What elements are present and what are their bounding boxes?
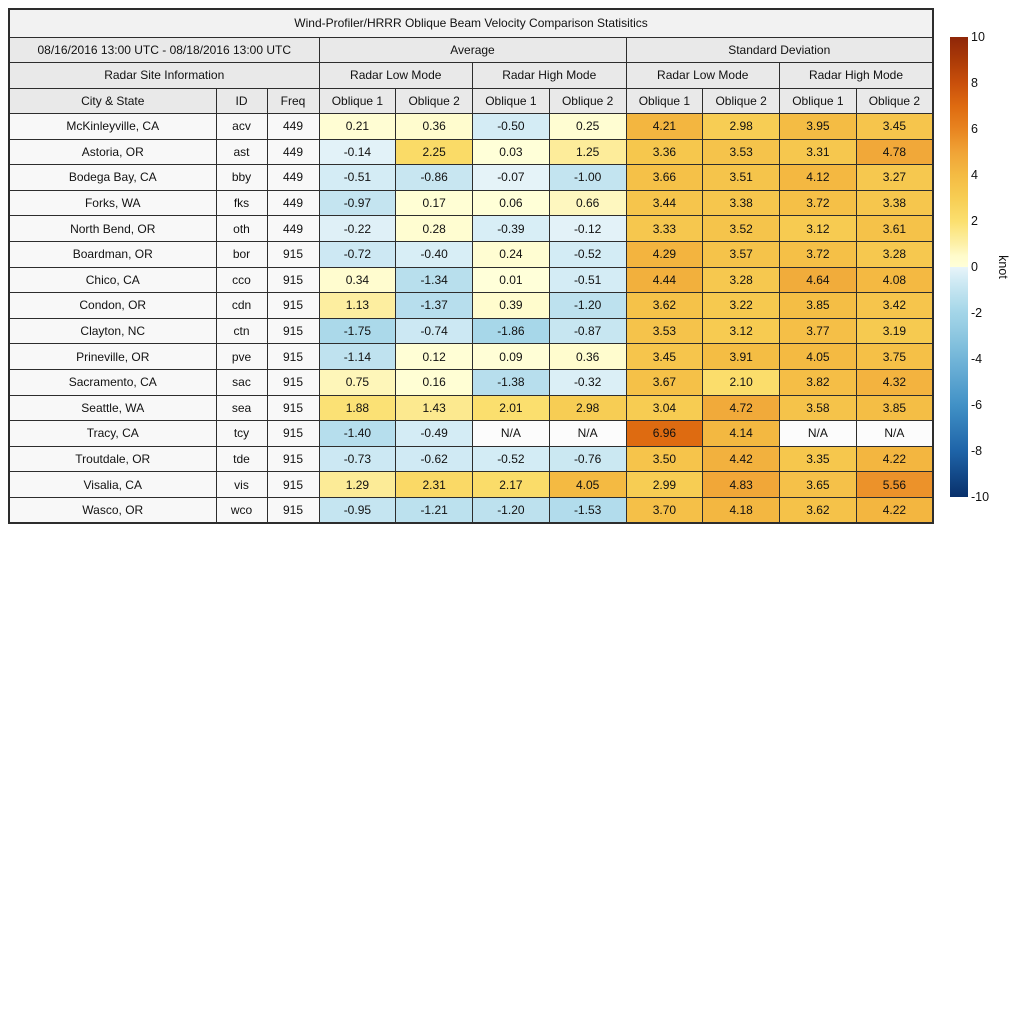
column-header-oblique: Oblique 1 (473, 88, 550, 114)
site-id-cell: sea (216, 395, 267, 421)
value-cell: 3.91 (703, 344, 780, 370)
site-id-cell: pve (216, 344, 267, 370)
value-cell: 3.95 (780, 114, 857, 140)
site-id-cell: cdn (216, 293, 267, 319)
freq-cell: 449 (267, 139, 319, 165)
site-id-cell: vis (216, 472, 267, 498)
value-cell: -0.51 (549, 267, 626, 293)
value-cell: 2.31 (396, 472, 473, 498)
value-cell: -0.14 (319, 139, 396, 165)
value-cell: 0.06 (473, 190, 550, 216)
value-cell: N/A (473, 421, 550, 447)
value-cell: 0.16 (396, 369, 473, 395)
column-header-id: ID (216, 88, 267, 114)
value-cell: 0.24 (473, 241, 550, 267)
value-cell: 3.45 (626, 344, 703, 370)
table-row (9, 267, 933, 293)
city-cell: Tracy, CA (9, 421, 216, 447)
value-cell: -1.00 (549, 165, 626, 191)
value-cell: 0.17 (396, 190, 473, 216)
value-cell: -0.62 (396, 446, 473, 472)
value-cell: -0.52 (549, 241, 626, 267)
value-cell: 3.36 (626, 139, 703, 165)
colorbar-tick-label: 0 (971, 260, 978, 274)
column-header-oblique: Oblique 2 (856, 88, 933, 114)
table-body (9, 114, 933, 524)
freq-cell: 915 (267, 241, 319, 267)
table-row (9, 216, 933, 242)
value-cell: -0.40 (396, 241, 473, 267)
site-id-cell: bby (216, 165, 267, 191)
value-cell: 3.38 (856, 190, 933, 216)
value-cell: -0.86 (396, 165, 473, 191)
value-cell: N/A (780, 421, 857, 447)
value-cell: -1.21 (396, 497, 473, 523)
site-id-cell: wco (216, 497, 267, 523)
value-cell: 6.96 (626, 421, 703, 447)
value-cell: 4.64 (780, 267, 857, 293)
value-cell: -0.07 (473, 165, 550, 191)
table-row (9, 395, 933, 421)
colorbar-tick-label: -10 (971, 490, 990, 504)
freq-cell: 915 (267, 344, 319, 370)
value-cell: 4.05 (549, 472, 626, 498)
city-cell: North Bend, OR (9, 216, 216, 242)
value-cell: 0.25 (549, 114, 626, 140)
column-header-freq: Freq (267, 88, 319, 114)
value-cell: 4.32 (856, 369, 933, 395)
value-cell: 3.62 (780, 497, 857, 523)
site-id-cell: tcy (216, 421, 267, 447)
table-row (9, 318, 933, 344)
city-cell: Boardman, OR (9, 241, 216, 267)
value-cell: 0.12 (396, 344, 473, 370)
column-header-oblique: Oblique 2 (703, 88, 780, 114)
value-cell: -0.50 (473, 114, 550, 140)
value-cell: -0.73 (319, 446, 396, 472)
value-cell: 5.56 (856, 472, 933, 498)
group-header-standard-deviation: Standard Deviation (626, 37, 933, 63)
value-cell: 1.13 (319, 293, 396, 319)
table-title: Wind-Profiler/HRRR Oblique Beam Velocity Comparison Statisitics (9, 9, 933, 37)
value-cell: 4.08 (856, 267, 933, 293)
table-row (9, 139, 933, 165)
colorbar-unit-label: knot (996, 255, 1010, 279)
value-cell: 3.77 (780, 318, 857, 344)
value-cell: -0.32 (549, 369, 626, 395)
value-cell: 0.01 (473, 267, 550, 293)
freq-cell: 449 (267, 216, 319, 242)
value-cell: 0.66 (549, 190, 626, 216)
value-cell: 1.25 (549, 139, 626, 165)
value-cell: 3.61 (856, 216, 933, 242)
date-range-cell: 08/16/2016 13:00 UTC - 08/18/2016 13:00 UTC (9, 37, 319, 63)
value-cell: 3.58 (780, 395, 857, 421)
column-header-oblique: Oblique 1 (626, 88, 703, 114)
colorbar-gradient (950, 37, 968, 497)
table-row (9, 165, 933, 191)
value-cell: -1.20 (473, 497, 550, 523)
column-header-oblique: Oblique 2 (549, 88, 626, 114)
colorbar-tick-label: -2 (971, 306, 983, 320)
value-cell: 1.29 (319, 472, 396, 498)
value-cell: 3.57 (703, 241, 780, 267)
site-id-cell: cco (216, 267, 267, 293)
site-id-cell: bor (216, 241, 267, 267)
value-cell: -0.49 (396, 421, 473, 447)
city-cell: Sacramento, CA (9, 369, 216, 395)
value-cell: -0.72 (319, 241, 396, 267)
statistics-table (8, 8, 934, 524)
table-row (9, 497, 933, 523)
mode-header-avg-low: Radar Low Mode (319, 63, 473, 89)
city-cell: Astoria, OR (9, 139, 216, 165)
value-cell: 3.31 (780, 139, 857, 165)
value-cell: 3.42 (856, 293, 933, 319)
value-cell: 2.99 (626, 472, 703, 498)
freq-cell: 915 (267, 421, 319, 447)
value-cell: 4.21 (626, 114, 703, 140)
value-cell: 3.67 (626, 369, 703, 395)
value-cell: 3.28 (856, 241, 933, 267)
value-cell: 4.12 (780, 165, 857, 191)
table-row (9, 114, 933, 140)
value-cell: -0.95 (319, 497, 396, 523)
value-cell: 3.44 (626, 190, 703, 216)
city-cell: Wasco, OR (9, 497, 216, 523)
value-cell: 0.09 (473, 344, 550, 370)
value-cell: 3.52 (703, 216, 780, 242)
mode-header-avg-high: Radar High Mode (473, 63, 627, 89)
value-cell: 3.85 (780, 293, 857, 319)
value-cell: -1.38 (473, 369, 550, 395)
value-cell: 2.10 (703, 369, 780, 395)
freq-cell: 915 (267, 497, 319, 523)
value-cell: 3.53 (626, 318, 703, 344)
freq-cell: 915 (267, 472, 319, 498)
colorbar-tick-label: 4 (971, 168, 978, 182)
value-cell: 3.38 (703, 190, 780, 216)
value-cell: 4.72 (703, 395, 780, 421)
column-header-oblique: Oblique 1 (780, 88, 857, 114)
value-cell: 3.19 (856, 318, 933, 344)
value-cell: -0.74 (396, 318, 473, 344)
mode-header-sd-low: Radar Low Mode (626, 63, 780, 89)
value-cell: 2.98 (703, 114, 780, 140)
site-id-cell: fks (216, 190, 267, 216)
value-cell: 0.39 (473, 293, 550, 319)
value-cell: 0.36 (549, 344, 626, 370)
value-cell: 3.35 (780, 446, 857, 472)
value-cell: 3.72 (780, 190, 857, 216)
value-cell: 2.25 (396, 139, 473, 165)
value-cell: 3.12 (703, 318, 780, 344)
site-id-cell: acv (216, 114, 267, 140)
table-row (9, 369, 933, 395)
freq-cell: 449 (267, 114, 319, 140)
freq-cell: 915 (267, 369, 319, 395)
value-cell: 4.83 (703, 472, 780, 498)
freq-cell: 449 (267, 190, 319, 216)
value-cell: -1.86 (473, 318, 550, 344)
value-cell: 3.51 (703, 165, 780, 191)
value-cell: 3.28 (703, 267, 780, 293)
value-cell: 1.88 (319, 395, 396, 421)
value-cell: -1.37 (396, 293, 473, 319)
value-cell: 3.45 (856, 114, 933, 140)
value-cell: 3.12 (780, 216, 857, 242)
city-cell: Troutdale, OR (9, 446, 216, 472)
value-cell: 2.98 (549, 395, 626, 421)
city-cell: Prineville, OR (9, 344, 216, 370)
mode-header-sd-high: Radar High Mode (780, 63, 934, 89)
value-cell: -1.14 (319, 344, 396, 370)
freq-cell: 915 (267, 318, 319, 344)
value-cell: 4.22 (856, 497, 933, 523)
value-cell: N/A (549, 421, 626, 447)
city-cell: Bodega Bay, CA (9, 165, 216, 191)
table-row (9, 293, 933, 319)
value-cell: -1.75 (319, 318, 396, 344)
freq-cell: 449 (267, 165, 319, 191)
value-cell: 0.28 (396, 216, 473, 242)
value-cell: 3.62 (626, 293, 703, 319)
value-cell: -1.20 (549, 293, 626, 319)
value-cell: -0.52 (473, 446, 550, 472)
freq-cell: 915 (267, 293, 319, 319)
table-row (9, 241, 933, 267)
value-cell: 4.44 (626, 267, 703, 293)
value-cell: 3.82 (780, 369, 857, 395)
site-id-cell: oth (216, 216, 267, 242)
freq-cell: 915 (267, 446, 319, 472)
site-info-header: Radar Site Information (9, 63, 319, 89)
colorbar-tick-label: 6 (971, 122, 978, 136)
city-cell: Condon, OR (9, 293, 216, 319)
city-cell: Forks, WA (9, 190, 216, 216)
value-cell: 4.29 (626, 241, 703, 267)
freq-cell: 915 (267, 395, 319, 421)
value-cell: 3.70 (626, 497, 703, 523)
value-cell: 3.66 (626, 165, 703, 191)
value-cell: 3.72 (780, 241, 857, 267)
group-header-average: Average (319, 37, 626, 63)
value-cell: 3.85 (856, 395, 933, 421)
value-cell: -1.53 (549, 497, 626, 523)
colorbar-tick-label: -4 (971, 352, 983, 366)
city-cell: Seattle, WA (9, 395, 216, 421)
value-cell: 4.22 (856, 446, 933, 472)
site-id-cell: sac (216, 369, 267, 395)
value-cell: 3.50 (626, 446, 703, 472)
colorbar-tick-label: 2 (971, 214, 978, 228)
site-id-cell: ast (216, 139, 267, 165)
table-row (9, 421, 933, 447)
value-cell: -0.22 (319, 216, 396, 242)
value-cell: 0.75 (319, 369, 396, 395)
colorbar-tick-label: 10 (971, 30, 985, 44)
value-cell: -1.40 (319, 421, 396, 447)
value-cell: -0.76 (549, 446, 626, 472)
value-cell: 3.04 (626, 395, 703, 421)
freq-cell: 915 (267, 267, 319, 293)
table-row (9, 190, 933, 216)
city-cell: Clayton, NC (9, 318, 216, 344)
colorbar-tick-label: -8 (971, 444, 983, 458)
value-cell: 0.36 (396, 114, 473, 140)
value-cell: 3.33 (626, 216, 703, 242)
value-cell: -1.34 (396, 267, 473, 293)
column-header-oblique: Oblique 2 (396, 88, 473, 114)
colorbar-tick-label: 8 (971, 76, 978, 90)
value-cell: 3.22 (703, 293, 780, 319)
value-cell: 3.65 (780, 472, 857, 498)
table-row (9, 446, 933, 472)
value-cell: 2.17 (473, 472, 550, 498)
value-cell: 0.34 (319, 267, 396, 293)
value-cell: 3.75 (856, 344, 933, 370)
value-cell: -0.39 (473, 216, 550, 242)
value-cell: 3.53 (703, 139, 780, 165)
value-cell: 0.21 (319, 114, 396, 140)
colorbar-tick-label: -6 (971, 398, 983, 412)
site-id-cell: tde (216, 446, 267, 472)
column-header-oblique: Oblique 1 (319, 88, 396, 114)
column-header-city: City & State (9, 88, 216, 114)
value-cell: 4.05 (780, 344, 857, 370)
value-cell: 3.27 (856, 165, 933, 191)
value-cell: 4.18 (703, 497, 780, 523)
value-cell: 4.78 (856, 139, 933, 165)
city-cell: Chico, CA (9, 267, 216, 293)
table-row (9, 472, 933, 498)
city-cell: McKinleyville, CA (9, 114, 216, 140)
value-cell: 2.01 (473, 395, 550, 421)
value-cell: -0.87 (549, 318, 626, 344)
value-cell: -0.12 (549, 216, 626, 242)
value-cell: N/A (856, 421, 933, 447)
value-cell: 4.42 (703, 446, 780, 472)
value-cell: -0.97 (319, 190, 396, 216)
site-id-cell: ctn (216, 318, 267, 344)
value-cell: 0.03 (473, 139, 550, 165)
value-cell: 4.14 (703, 421, 780, 447)
city-cell: Visalia, CA (9, 472, 216, 498)
value-cell: 1.43 (396, 395, 473, 421)
value-cell: -0.51 (319, 165, 396, 191)
table-row (9, 344, 933, 370)
